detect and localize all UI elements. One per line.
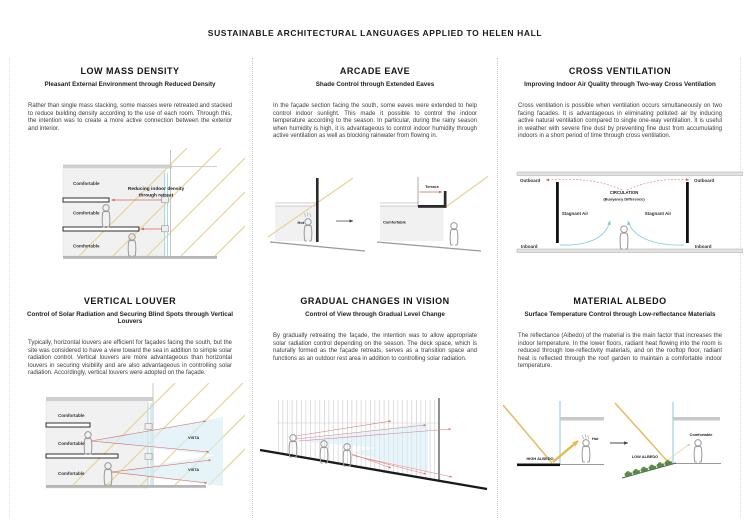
person-figure: [450, 223, 458, 245]
panel-title: MATERIAL ALBEDO: [573, 296, 667, 306]
panel-subtitle: Control of Solar Radiation and Securing Blind Spots through Vertical Louvers: [26, 311, 234, 325]
panel-title: LOW MASS DENSITY: [80, 66, 180, 76]
outboard-label: Outboard: [694, 178, 715, 183]
ground-line: [270, 242, 365, 251]
roof-slab: [63, 165, 172, 169]
weak-reflection-ray: [662, 444, 690, 464]
panel-body: By gradually retreating the façade, the intention was to allow appropriate solar radiation control depending on the season. The deck space, which is naturally formed as the façade retreats, serves as a transition space and functions as an outdoor rest area in addition to controlling solar radiation.: [273, 333, 477, 362]
ground-slab: [63, 256, 217, 259]
panel-subtitle: Improving Indoor Air Quality through Two-way Cross Ventilation: [524, 81, 716, 88]
material-albedo-diagram: [500, 392, 745, 507]
retreat-annotation: Reducing indoor density: [127, 187, 185, 192]
panel-subtitle: Control of View through Gradual Level Change: [305, 311, 445, 318]
person-figure: [620, 226, 628, 249]
panel-vertical-louver: [18, 296, 242, 378]
low-albedo-label: LOW ALBEDO: [631, 454, 659, 459]
inboard-label: Inboard: [695, 244, 712, 249]
ceiling-slab: [517, 172, 743, 176]
panel-body: Cross ventilation is possible when ventilation occurs simultaneously on two facing facades. It is advantageous in eliminating polluted air by inducing active natural ventilation compared to single one-way ventilation. It is useful in weather with severe fine dust by preventing fine dust from accumulating indoors in a short period of time through cross ventilation.: [518, 103, 722, 140]
comfortable-label: Comfortable: [58, 471, 85, 476]
floor-slab: [517, 249, 743, 253]
outboard-label: Outboard: [520, 178, 541, 183]
facade-node: [162, 226, 169, 232]
panel-subtitle: Surface Temperature Control through Low-reflectance Materials: [524, 311, 716, 318]
person-figure: [582, 440, 590, 462]
slab-lines: [275, 203, 316, 206]
panel-body: The reflectance (Albedo) of the material is the main factor that increases the indoor temperature. In the lower floors, radiant heat flowing into the room is reduced through low-reflectivity materials, and on the rooftop floor, radiant heat is reflected through the roof garden to maintain a comfortable indoor temperature.: [518, 333, 722, 370]
stagnant-air-label: Stagnant Air: [561, 211, 589, 216]
facade-node: [145, 454, 152, 460]
facade-node: [145, 424, 152, 430]
vertical-louver-diagram: [25, 383, 245, 518]
low-mass-density-diagram: [25, 148, 245, 283]
heat-waves-icon: [583, 435, 589, 440]
outflow-arrows: [546, 179, 689, 190]
comfortable-label: Comfortable: [383, 219, 406, 225]
vista-label: VISTA: [188, 467, 200, 472]
glass-facade: [165, 173, 168, 256]
comfortable-label: Comfortable: [73, 181, 100, 186]
floor-slab: [560, 417, 604, 421]
comfortable-label: Comfortable: [73, 243, 100, 249]
high-albedo-surface: [517, 464, 560, 467]
inboard-label: Inboard: [521, 244, 538, 249]
page-title: SUSTAINABLE ARCHITECTURAL LANGUAGES APPLIED TO HELEN HALL: [207, 28, 543, 38]
panel-title: GRADUAL CHANGES IN VISION: [300, 296, 450, 306]
slab-lines: [380, 203, 418, 206]
hot-label: Hot: [592, 436, 599, 441]
right-wall: [686, 182, 689, 243]
hot-label: Hot: [297, 220, 304, 225]
ground-line: [377, 242, 481, 251]
panel-body: Rather than single mass stacking, some masses were retreated and stacked to reduce building density according to the use of each room. Through this, the intention was to create a more active connection between the exterior and interior.: [28, 103, 232, 132]
floor-slab: [63, 198, 109, 202]
vista-label: VISTA: [188, 435, 200, 440]
cross-ventilation-diagram: [506, 163, 743, 265]
comfortable-label: Comfortable: [58, 413, 85, 418]
panel-material-albedo: [508, 296, 732, 371]
high-albedo-label: HIGH ALBEDO: [526, 456, 554, 461]
ground-slab: [46, 485, 206, 488]
gradual-changes-diagram: [255, 388, 492, 513]
floor-slab: [63, 227, 139, 231]
panel-title: ARCADE EAVE: [339, 66, 411, 76]
roof-slab: [46, 397, 153, 401]
buoyancy-label: (Buoyancy Difference): [603, 196, 645, 202]
panel-arcade-eave: [263, 66, 487, 141]
panel-subtitle: Pleasant External Environment through Reduced Density: [44, 81, 216, 88]
comfortable-label: Comfortable: [58, 441, 85, 446]
panel-subtitle: Shade Control through Extended Eaves: [315, 81, 435, 88]
comfortable-label: Comfortable: [73, 210, 100, 216]
retreat-annotation: through retreat: [138, 193, 174, 199]
roof-garden-plants: [625, 460, 672, 476]
panel-title: CROSS VENTILATION: [568, 66, 672, 76]
panel-cross-ventilation: [508, 66, 732, 141]
panel-gradual-changes: [263, 296, 487, 363]
column-divider-2: [497, 58, 498, 518]
terrace-label: Terrace: [425, 184, 439, 189]
column-divider-1: [252, 58, 253, 518]
floor-slab: [46, 454, 118, 458]
sun-ray: [447, 175, 488, 206]
left-wall: [556, 182, 559, 243]
person-figure: [694, 440, 702, 462]
facade-wall: [316, 178, 319, 242]
floor-slab: [46, 423, 90, 427]
reflected-heat-arrow: [553, 441, 578, 462]
panel-title: VERTICAL LOUVER: [83, 296, 177, 306]
panel-body: Typically, horizontal louvers are efficient for façades facing the south, but the site was considered to have a view toward the sea in addition to simple solar radiation control. Vertical louvers are more advantageous than horizontal louvers in securing visibility and are also advantageous in controlling solar radiation. Accordingly, vertical louvers were adopted on the façade.: [28, 340, 232, 377]
circulation-label: CIRCULATION: [609, 190, 639, 195]
panel-body: In the façade section facing the south, some eaves were extended to help control indoor sunlight. This made it possible to control the indoor temperature according to the season. In particular, during the rainy season when humidity is high, it is advantageous to control indoor humidity through active ventilation as well as blocking rainwater from flowing in.: [273, 103, 477, 140]
arcade-eave-diagram: [263, 170, 488, 282]
left-edge-divider: [9, 58, 10, 518]
floor-slab: [673, 417, 720, 421]
stagnant-air-label: Stagnant Air: [644, 211, 672, 216]
room-interior: [275, 206, 316, 241]
panel-low-mass-density: [18, 66, 242, 133]
sun-ray: [503, 405, 552, 463]
extended-eave: [418, 191, 447, 208]
comfortable-label: Comfortable: [689, 432, 713, 437]
